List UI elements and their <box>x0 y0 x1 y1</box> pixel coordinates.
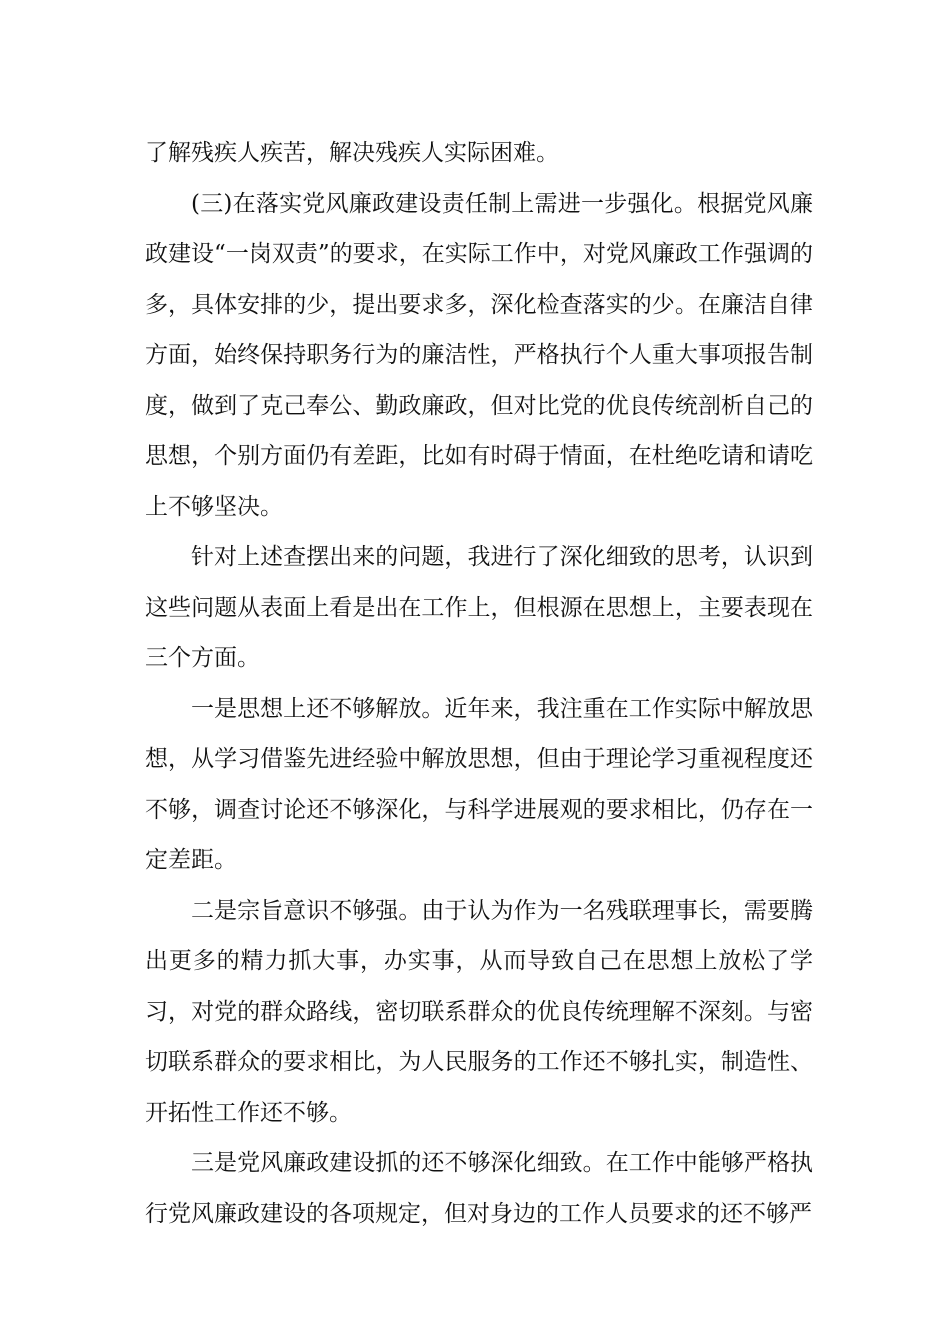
paragraph-6: 三是党风廉政建设抓的还不够深化细致。在工作中能够严格执行党风廉政建设的各项规定，但对身边的工作人员要求的还不够严 <box>145 1150 813 1227</box>
paragraph-1: 了解残疾人疾苦，解决残疾人实际困难。 <box>145 140 559 166</box>
document-body <box>145 128 813 1239</box>
paragraph-2: (三)在落实党风廉政建设责任制上需进一步强化。根据党风廉政建设“一岗双责”的要求，在实际工作中，对党风廉政工作强调的多，具体安排的少，提出要求多，深化检查落实的少。在廉洁自律方面，始终保持职务行为的廉洁性，严格执行个人重大事项报告制度，做到了克己奉公、勤政廉政，但对比党的优良传统剖析自己的思想，个别方面仍有差距，比如有时碍于情面，在杜绝吃请和请吃上不够坚决。 <box>145 190 813 520</box>
paragraph-5: 二是宗旨意识不够强。由于认为作为一名残联理事长，需要腾出更多的精力抓大事，办实事，从而导致自己在思想上放松了学习，对党的群众路线，密切联系群众的优良传统理解不深刻。与密切联系群众的要求相比，为人民服务的工作还不够扎实，制造性、开拓性工作还不够。 <box>145 897 813 1126</box>
paragraph-4: 一是思想上还不够解放。近年来，我注重在工作实际中解放思想，从学习借鉴先进经验中解放思想，但由于理论学习重视程度还不够，调查讨论还不够深化，与科学进展观的要求相比，仍存在一定差距。 <box>145 695 813 873</box>
paragraph-3: 针对上述查摆出来的问题，我进行了深化细致的思考，认识到这些问题从表面上看是出在工作上，但根源在思想上，主要表现在三个方面。 <box>145 544 813 671</box>
